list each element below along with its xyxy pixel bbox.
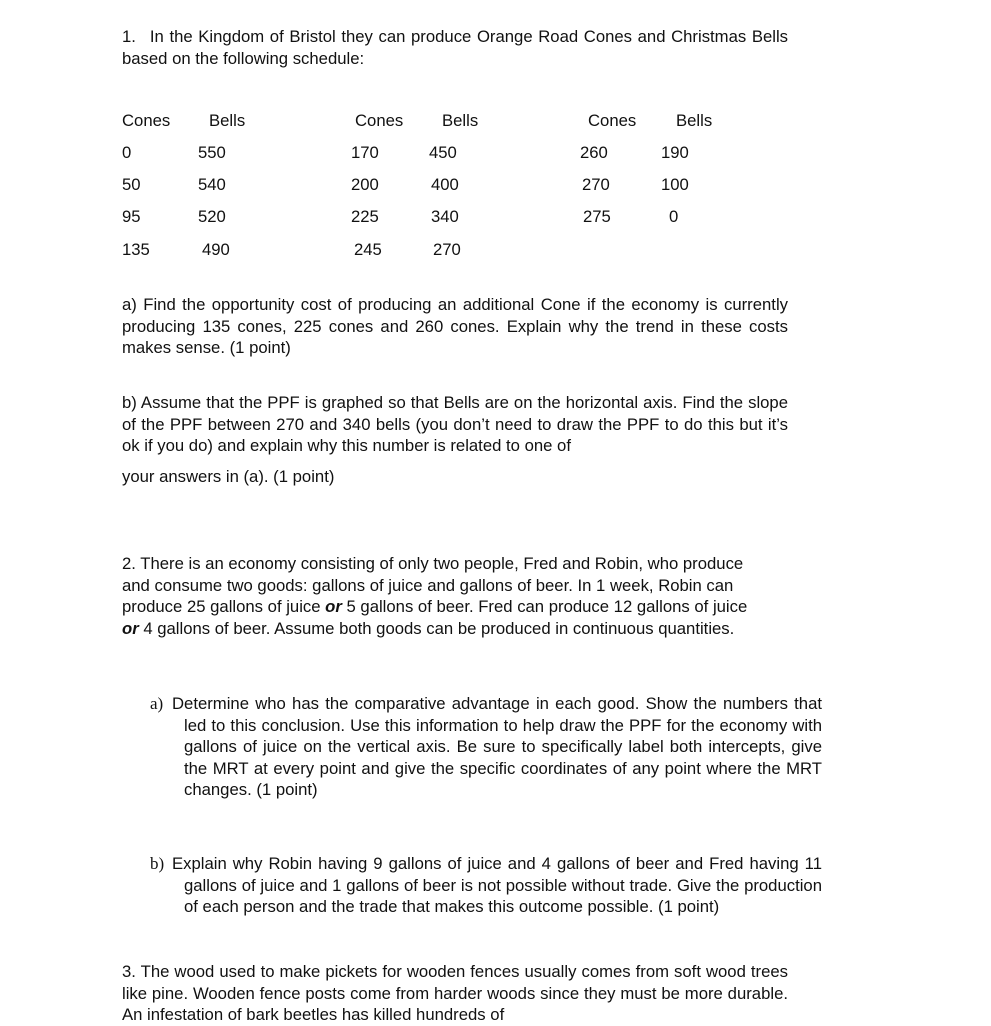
question-2b-text: Explain why Robin having 9 gallons of juice and 4 gallons of beer and Fred having 11 gallons of juice and 1 gallons of beer is not possible without trade. Give the production of each person and the trade that makes this outcome possible. (1 point) [172,854,822,917]
question-1-intro [122,26,788,69]
question-1b [122,392,788,487]
cell-cones: 0 [122,143,132,162]
cell-cones: 200 [351,175,379,194]
cell-bells: 340 [431,207,459,226]
question-1-text: In the Kingdom of Bristol they can produce Orange Road Cones and Christmas Bells based on the following schedule: [122,27,788,68]
question-2-intro [122,553,762,639]
cell-cones: 270 [582,175,610,194]
cell-cones: 50 [122,175,141,194]
cell-cones: 135 [122,240,150,259]
cell-bells: 270 [433,240,461,259]
question-2-or-emphasis: or [122,618,139,638]
question-2b-marker: b) [150,854,165,873]
cell-cones: 275 [583,207,611,226]
cell-bells: 450 [429,143,457,162]
cell-bells: 520 [198,207,226,226]
cell-cones: 170 [351,143,379,162]
question-2a [150,693,822,801]
question-1b-last-line: your answers in (a). (1 point) [122,466,335,486]
cell-cones: 245 [354,240,382,259]
column-header-bells: Bells [676,111,713,130]
cell-cones: 225 [351,207,379,226]
question-2-or-emphasis: or [325,597,342,617]
cell-bells: 550 [198,143,226,162]
question-2a-marker: a) [150,694,164,713]
question-2b [150,853,822,918]
cell-bells: 490 [202,240,230,259]
column-header-cones: Cones [588,111,637,130]
column-header-cones: Cones [355,111,404,130]
cell-cones: 95 [122,207,141,226]
question-1b-text: b) Assume that the PPF is graphed so that Bells are on the horizontal axis. Find the slope of the PPF between 270 and 340 bells (you don’t need to draw the PPF to do this but it’s ok if you do) and explain why this number is related to one of [122,393,788,456]
question-2-text-part3: 4 gallons of beer. Assume both goods can be produced in continuous quantities. [143,618,735,638]
cell-bells: 100 [661,175,689,194]
production-schedule-table [0,110,991,270]
question-3-intro: 3. The wood used to make pickets for wooden fences usually comes from soft wood trees like pine. Wooden fence posts come from harder woods since they must be more durable. An infestation of bark beetles has killed hundreds of [122,962,788,1025]
cell-bells: 400 [431,175,459,194]
question-1-number: 1. [122,27,136,46]
column-header-bells: Bells [209,111,246,130]
cell-bells: 190 [661,143,689,162]
question-2-text-part2: 5 gallons of beer. Fred can produce 12 gallons of juice [346,597,748,617]
cell-bells: 540 [198,175,226,194]
column-header-bells: Bells [442,111,479,130]
column-header-cones: Cones [122,111,171,130]
cell-cones: 260 [580,143,608,162]
question-2-text-part1: 2. There is an economy consisting of only two people, Fred and Robin, who produce and consume two goods: gallons of juice and gallons of beer. In 1 week, Robin can produce 25 gallons of juice [122,554,744,617]
question-1a: a) Find the opportunity cost of producing an additional Cone if the economy is currently producing 135 cones, 225 cones and 260 cones. Explain why the trend in these costs makes sense. (1 point) [122,295,788,358]
cell-bells: 0 [669,207,679,226]
question-2a-text: Determine who has the comparative advantage in each good. Show the numbers that led to this conclusion. Use this information to help draw the PPF for the economy with gallons of juice on the vertical axis. Be sure to specifically label both intercepts, give the MRT at every point and give the specific coordinates of any point where the MRT changes. (1 point) [172,694,822,800]
